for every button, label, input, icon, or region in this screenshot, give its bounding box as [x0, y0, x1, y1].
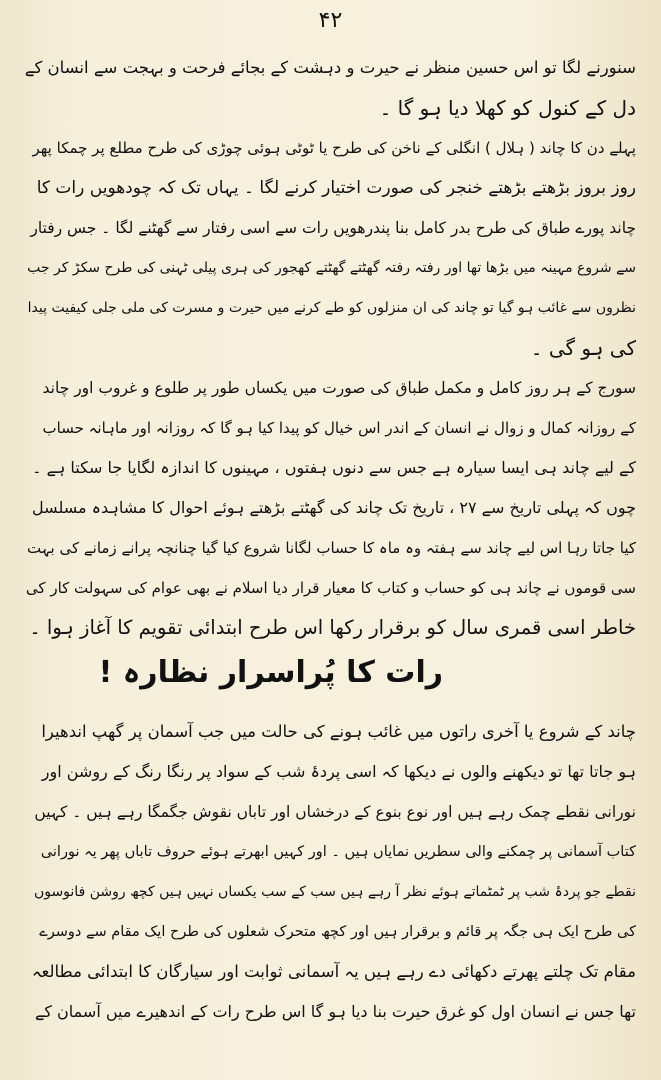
section-2-text [24, 712, 636, 1032]
section-1-text [24, 48, 636, 648]
text-line: چوں کہ پہلی تاریخ سے ۲۷ ، تاریخ تک چاند کی گھٹتے بڑھتے ہوئے احوال کا مشاہدہ مسلسل [32, 498, 636, 517]
page-number: ۴۲ [318, 8, 343, 33]
text-line: ہو جاتا تھا تو دیکھنے والوں نے دیکھا کہ اسی پردۂ شب کے سواد پر رنگا رنگ کے روشن اور [41, 762, 636, 781]
text-line: کیا جاتا رہا اس لیے چاند سے ہفتہ وہ ماہ کا حساب لگانا شروع کیا گیا چنانچہ پرانے زمانے کی بہت [26, 539, 636, 557]
text-line: سورج کے ہر روز کامل و مکمل طباق کی صورت میں یکساں طور پر طلوع و غروب اور چاند [42, 379, 636, 397]
text-line: تھا جس نے انسان اول کو غرق حیرت بنا دیا ہو گا اس طرح رات کے اندھیرے میں آسمان کے [34, 1002, 636, 1021]
text-line: نقطے جو پردۂ شب پر ٹمٹماتے ہوئے نظر آ رہے ہیں سب کے سب یکساں نہیں ہیں کچھ روشن فانوسوں [33, 884, 636, 900]
text-line: روز بروز بڑھتے بڑھتے خنجر کی صورت اختیار کرنے لگا ۔ یہاں تک کہ چودھویں رات کا [36, 178, 636, 198]
text-line: کتاب آسمانی پر چمکنے والی سطریں نمایاں ہیں ۔ اور کہیں ابھرتے ہوئے حروف تاباں پھر یہ نورانی [40, 844, 636, 860]
section-heading: رات کا پُراسرار نظارہ ! [98, 655, 443, 690]
text-line: مقام تک چلتے پھرتے دکھائی دے رہے ہیں یہ آسمانی ثوابت اور سیارگان کا ابتدائی مطالعہ [31, 962, 636, 981]
text-line: چاند کے شروع یا آخری راتوں میں غائب ہونے کی حالت میں جب آسمان پر گھپ اندھیرا [41, 722, 636, 741]
text-line: کی طرح ایک ہی جگہ پر قائم و برقرار ہیں اور کچھ متحرک شعلوں کی طرح ایک مقام سے دوسرے [39, 924, 636, 940]
text-line: سی قوموں نے چاند ہی کو حساب و کتاب کا معیار قرار دیا اسلام نے بھی عوام کی سہولت کار کی [25, 579, 636, 597]
text-line: کے روزانہ کمال و زوال نے انسان کے اندر اس خیال کو پیدا کیا ہو گا کہ روزانہ اور ماہانہ حساب [42, 419, 636, 437]
text-line: کے لیے چاند ہی ایسا سیارہ ہے جس سے دنوں ہفتوں ، مہینوں کا اندازہ لگایا جا سکتا ہے ۔ [32, 458, 636, 477]
text-line: پہلے دن کا چاند ( ہلال ) انگلی کے ناخن کی طرح یا ٹوٹی ہوئی چوڑی کی طرح مطلع پر چمکا پھر [32, 139, 636, 157]
text-line: چاند پورے طباق کی طرح بدر کامل بنا پندرھویں رات سے اسی رفتار سے گھٹنے لگا ۔ جس رفتار [30, 219, 636, 237]
text-line: دل کے کنول کو کھلا دیا ہو گا ۔ [379, 96, 636, 120]
text-line: سے شروع مہینہ میں بڑھا تھا اور رفتہ رفتہ گھٹتے گھٹتے کھجور کی ہری پیلی ٹہنی کی طرح سکڑ کر جب [27, 260, 636, 276]
text-line: نورانی نقطے چمک رہے ہیں اور نوع بنوع کے درخشاں اور تاباں نقوش جگمگا رہے ہیں ۔ کہیں [34, 803, 636, 821]
text-line: نظروں سے غائب ہو گیا تو چاند کی ان منزلوں کو طے کرنے میں حیرت و مسرت کی ملی جلی کیفیت پیدا [27, 300, 636, 316]
text-line: کی ہو گی ۔ [530, 336, 636, 360]
text-line: سنورنے لگا تو اس حسین منظر نے حیرت و دہشت کے بجائے فرحت و بہجت سے انسان کے [24, 58, 636, 77]
text-line: خاطر اسی قمری سال کو برقرار رکھا اس طرح ابتدائی تقویم کا آغاز ہوا ۔ [29, 616, 636, 639]
